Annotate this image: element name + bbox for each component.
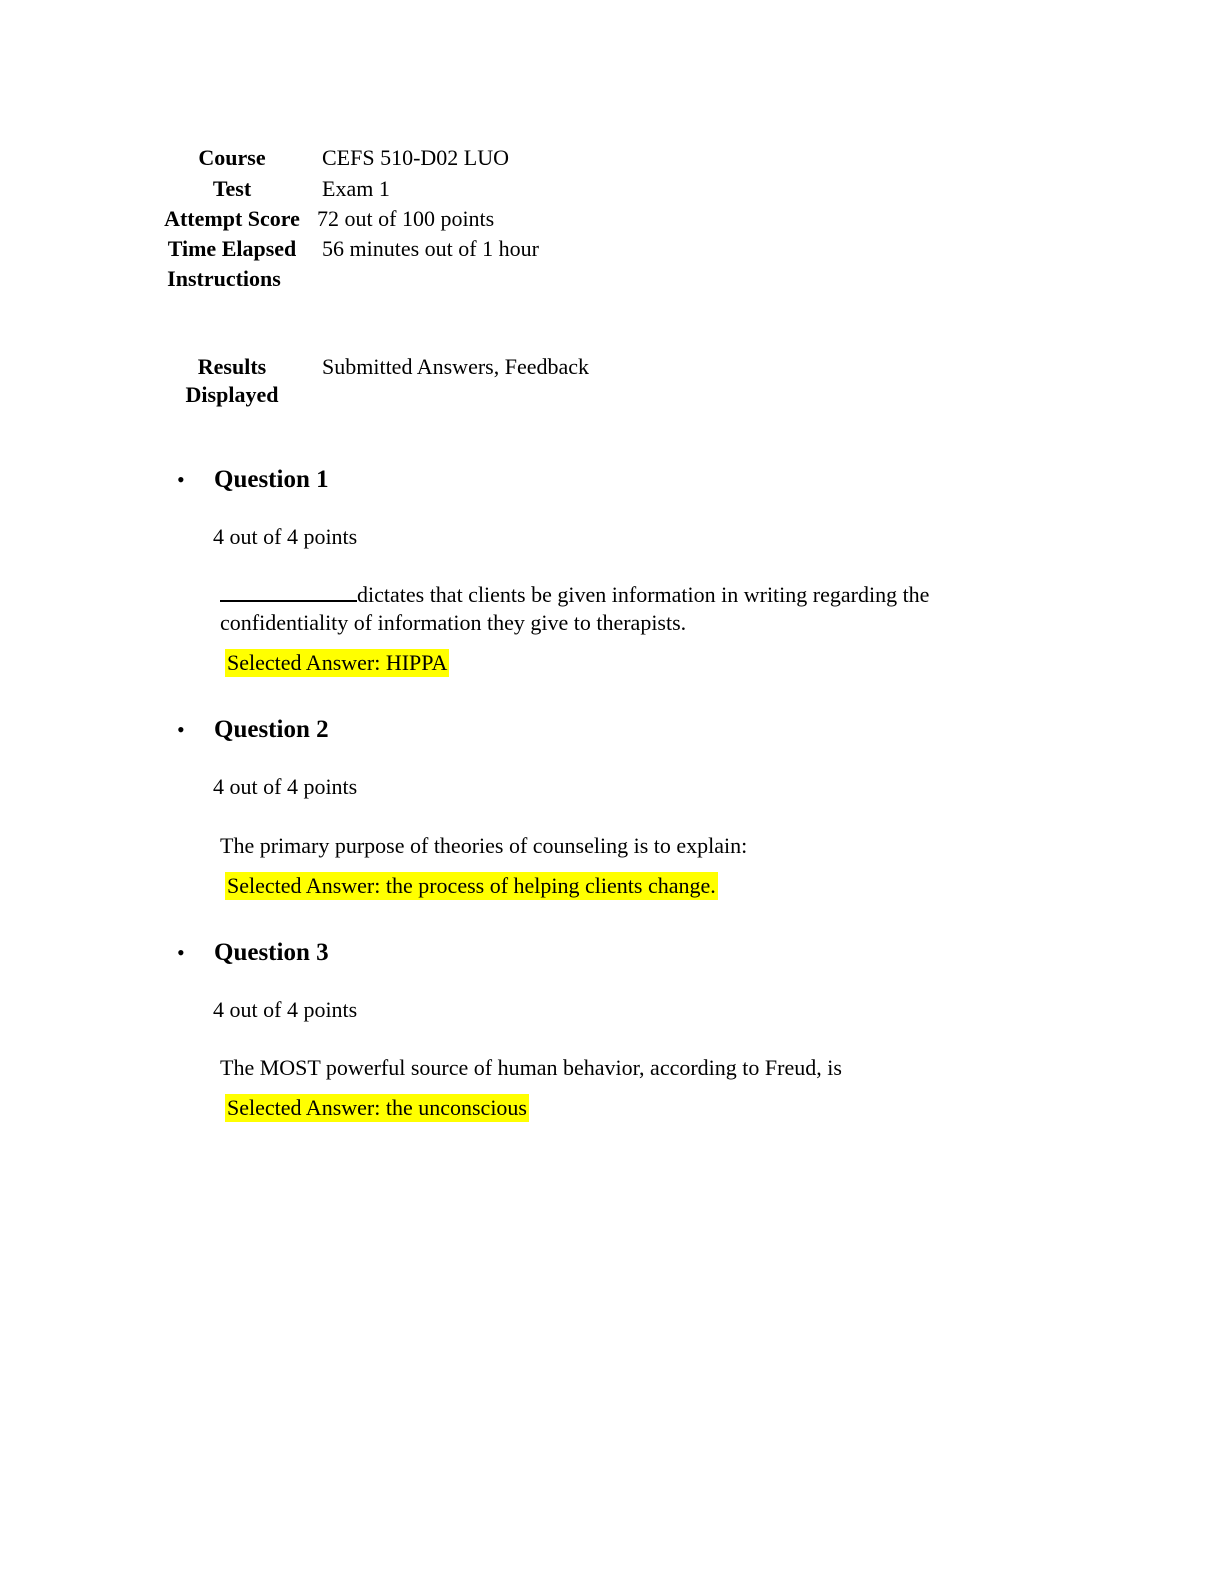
question-title: Question 2: [214, 716, 329, 743]
bullet-icon: •: [177, 467, 185, 492]
score-value: 72 out of 100 points: [317, 206, 495, 231]
question-text: The primary purpose of theories of counseling is to explain:: [220, 833, 748, 858]
selected-answer: Selected Answer: HIPPA: [227, 650, 448, 675]
test-label: Test: [212, 176, 252, 201]
question-points: 4 out of 4 points: [213, 774, 358, 799]
question-points: 4 out of 4 points: [213, 997, 358, 1022]
question-text-line1: dictates that clients be given information in writing regarding the: [357, 582, 930, 607]
results-label-line1: Results: [197, 354, 267, 379]
results-value: Submitted Answers, Feedback: [322, 354, 590, 379]
question-title: Question 1: [214, 466, 329, 493]
course-value: CEFS 510-D02 LUO: [322, 145, 510, 170]
question-title: Question 3: [214, 939, 329, 966]
selected-answer: Selected Answer: the unconscious: [227, 1095, 527, 1120]
question-points: 4 out of 4 points: [213, 524, 358, 549]
time-value: 56 minutes out of 1 hour: [322, 236, 539, 261]
score-label: Attempt Score: [164, 206, 300, 231]
bullet-icon: •: [177, 717, 185, 742]
instructions-label: Instructions: [167, 266, 281, 291]
course-label: Course: [198, 145, 266, 170]
answer-blank: [220, 582, 357, 602]
question-text-line2: confidentiality of information they give to therapists.: [220, 610, 687, 635]
time-label: Time Elapsed: [167, 236, 297, 261]
bullet-icon: •: [177, 940, 185, 965]
question-text: [220, 581, 1000, 637]
test-value: Exam 1: [322, 176, 390, 201]
results-label-line2: Displayed: [185, 382, 279, 407]
selected-answer: Selected Answer: the process of helping clients change.: [227, 873, 716, 898]
question-text: The MOST powerful source of human behavior, according to Freud, is: [220, 1055, 842, 1080]
